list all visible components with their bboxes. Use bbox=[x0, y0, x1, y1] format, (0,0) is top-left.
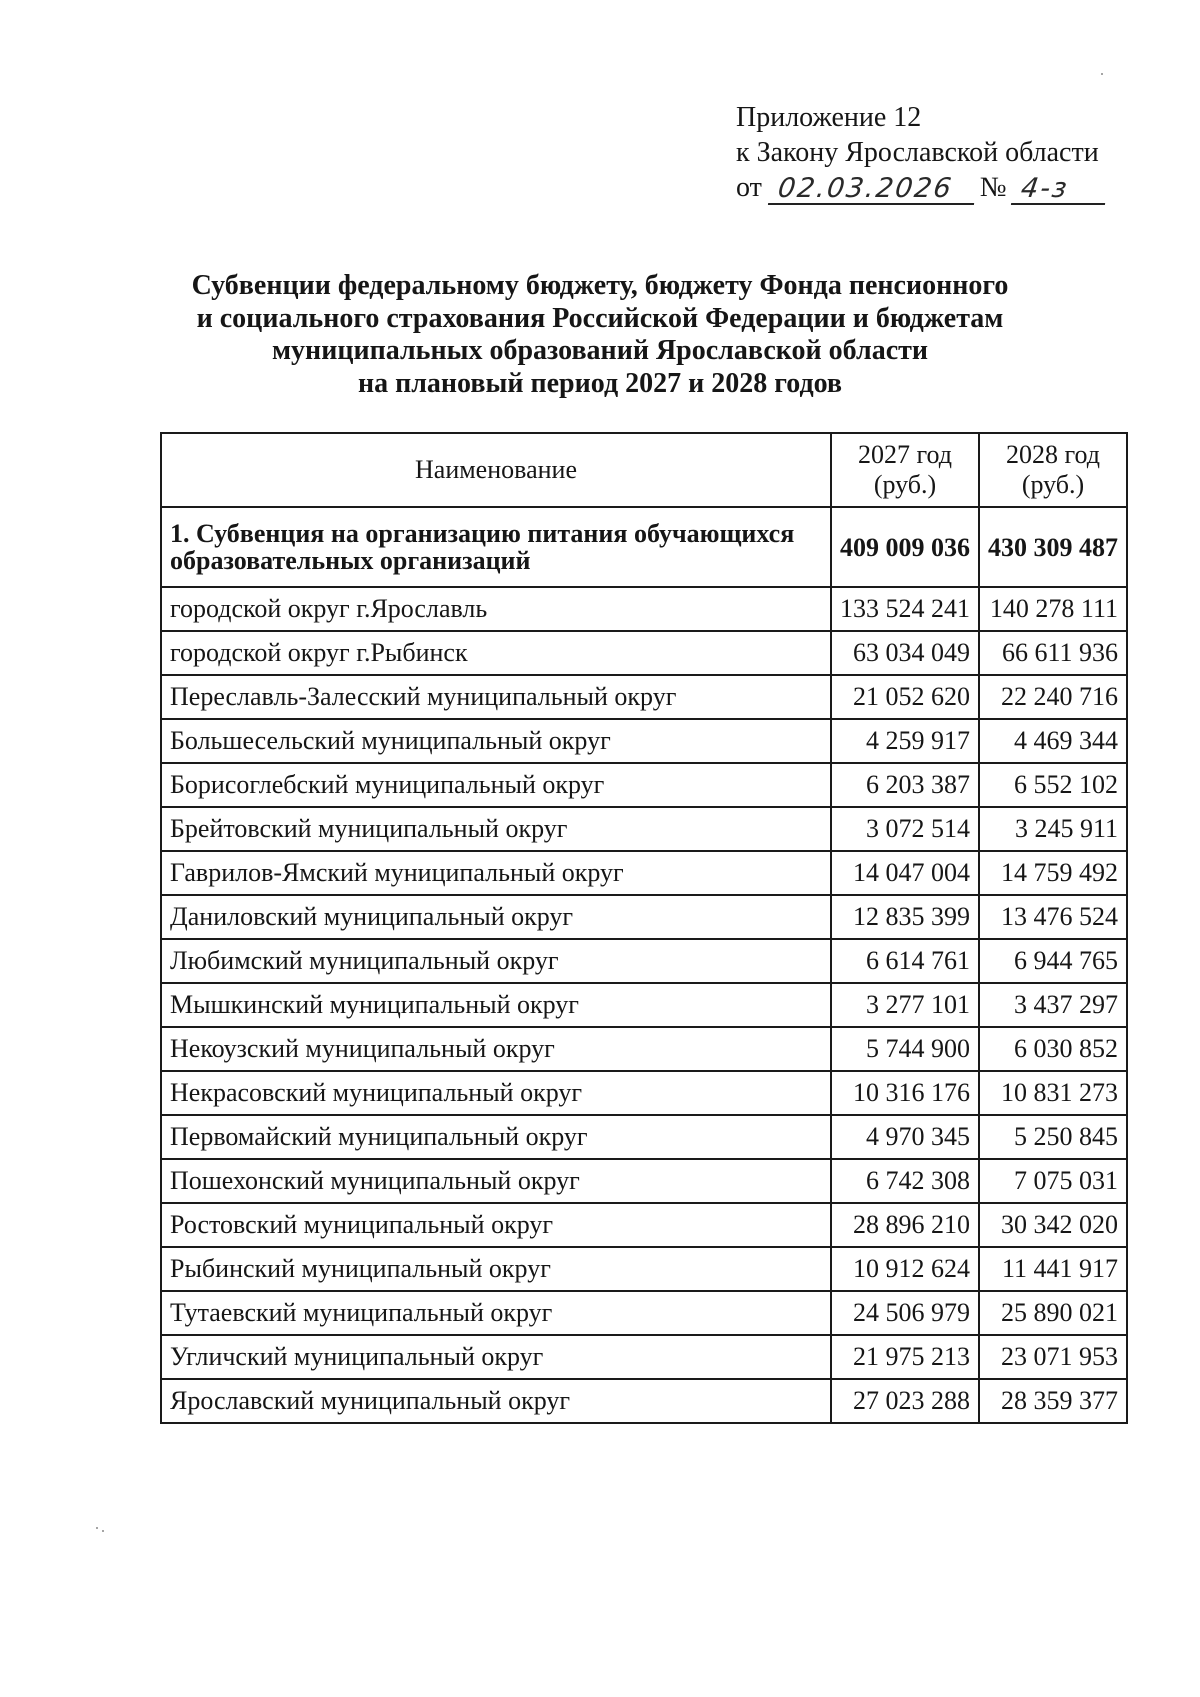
row-value-2027: 27 023 288 bbox=[831, 1379, 979, 1423]
row-value-2028: 7 075 031 bbox=[979, 1159, 1127, 1203]
row-value-2027: 4 259 917 bbox=[831, 719, 979, 763]
row-name: Угличский муниципальный округ bbox=[161, 1335, 831, 1379]
row-name: Ярославский муниципальный округ bbox=[161, 1379, 831, 1423]
total-name bbox=[161, 507, 831, 587]
row-value-2028: 22 240 716 bbox=[979, 675, 1127, 719]
from-prefix: от bbox=[736, 172, 762, 203]
row-name: Переславль-Залесский муниципальный округ bbox=[161, 675, 831, 719]
row-value-2028: 28 359 377 bbox=[979, 1379, 1127, 1423]
subventions-table bbox=[160, 432, 1128, 1424]
row-value-2028: 140 278 111 bbox=[979, 587, 1127, 631]
row-value-2027: 6 742 308 bbox=[831, 1159, 979, 1203]
row-value-2028: 3 437 297 bbox=[979, 983, 1127, 1027]
title-line-1: Субвенции федеральному бюджету, бюджету Фонда пенсионного bbox=[191, 270, 1009, 301]
row-name: городской округ г.Ярославль bbox=[161, 587, 831, 631]
table-row bbox=[161, 763, 1127, 807]
row-value-2028: 13 476 524 bbox=[979, 895, 1127, 939]
table-row bbox=[161, 983, 1127, 1027]
row-value-2028: 6 030 852 bbox=[979, 1027, 1127, 1071]
total-row bbox=[161, 507, 1127, 587]
row-value-2027: 133 524 241 bbox=[831, 587, 979, 631]
row-name: Гаврилов-Ямский муниципальный округ bbox=[161, 851, 831, 895]
row-name: городской округ г.Рыбинск bbox=[161, 631, 831, 675]
total-2028: 430 309 487 bbox=[979, 507, 1127, 587]
scan-speck bbox=[102, 1530, 104, 1532]
table-row bbox=[161, 719, 1127, 763]
header-2028-year: 2028 год bbox=[1006, 440, 1100, 469]
table-row bbox=[161, 807, 1127, 851]
title-line-2: и социального страхования Российской Федерации и бюджетам bbox=[196, 302, 1004, 334]
row-value-2027: 3 072 514 bbox=[831, 807, 979, 851]
table-row bbox=[161, 1335, 1127, 1379]
row-name: Мышкинский муниципальный округ bbox=[161, 983, 831, 1027]
row-value-2027: 5 744 900 bbox=[831, 1027, 979, 1071]
total-2027: 409 009 036 bbox=[831, 507, 979, 587]
appendix-law: к Закону Ярославской области bbox=[736, 137, 1099, 168]
table-row bbox=[161, 1071, 1127, 1115]
header-name: Наименование bbox=[161, 433, 831, 507]
row-name: Брейтовский муниципальный округ bbox=[161, 807, 831, 851]
row-value-2028: 6 944 765 bbox=[979, 939, 1127, 983]
table-header-row bbox=[161, 433, 1127, 507]
appendix-date-line bbox=[736, 170, 1107, 205]
row-name: Рыбинский муниципальный округ bbox=[161, 1247, 831, 1291]
scan-speck bbox=[1101, 73, 1103, 75]
row-value-2027: 3 277 101 bbox=[831, 983, 979, 1027]
row-value-2027: 6 203 387 bbox=[831, 763, 979, 807]
handwritten-number: 4-з bbox=[1010, 175, 1108, 205]
row-name: Большесельский муниципальный округ bbox=[161, 719, 831, 763]
row-value-2027: 24 506 979 bbox=[831, 1291, 979, 1335]
title-line-3: муниципальных образований Ярославской области bbox=[271, 335, 929, 366]
scan-speck bbox=[96, 1527, 98, 1529]
row-value-2027: 28 896 210 bbox=[831, 1203, 979, 1247]
table-row bbox=[161, 587, 1127, 631]
row-value-2027: 6 614 761 bbox=[831, 939, 979, 983]
handwritten-date: 02.03.2026 bbox=[768, 175, 978, 205]
row-value-2027: 12 835 399 bbox=[831, 895, 979, 939]
appendix-block bbox=[736, 100, 1107, 205]
table-row bbox=[161, 939, 1127, 983]
table-row bbox=[161, 675, 1127, 719]
table-row bbox=[161, 1203, 1127, 1247]
row-value-2027: 10 316 176 bbox=[831, 1071, 979, 1115]
total-name-line-2: образовательных организаций bbox=[170, 546, 531, 575]
row-value-2027: 14 047 004 bbox=[831, 851, 979, 895]
row-name: Некрасовский муниципальный округ bbox=[161, 1071, 831, 1115]
row-value-2027: 21 052 620 bbox=[831, 675, 979, 719]
row-value-2028: 3 245 911 bbox=[979, 807, 1127, 851]
row-name: Даниловский муниципальный округ bbox=[161, 895, 831, 939]
row-value-2028: 30 342 020 bbox=[979, 1203, 1127, 1247]
row-value-2028: 5 250 845 bbox=[979, 1115, 1127, 1159]
row-value-2027: 21 975 213 bbox=[831, 1335, 979, 1379]
table-row bbox=[161, 1247, 1127, 1291]
header-2027-year: 2027 год bbox=[858, 440, 952, 469]
header-2028-unit: (руб.) bbox=[1021, 470, 1085, 499]
header-2027 bbox=[831, 433, 979, 507]
table-row bbox=[161, 631, 1127, 675]
title-line-4: на плановый период 2027 и 2028 годов bbox=[357, 367, 843, 399]
header-2027-unit: (руб.) bbox=[873, 470, 937, 499]
row-value-2027: 63 034 049 bbox=[831, 631, 979, 675]
row-value-2028: 4 469 344 bbox=[979, 719, 1127, 763]
table-row bbox=[161, 1291, 1127, 1335]
table-row bbox=[161, 1159, 1127, 1203]
appendix-number: Приложение 12 bbox=[736, 102, 922, 133]
table-row bbox=[161, 1379, 1127, 1423]
row-name: Пошехонский муниципальный округ bbox=[161, 1159, 831, 1203]
table-row bbox=[161, 1027, 1127, 1071]
number-sign: № bbox=[979, 172, 1007, 203]
row-name: Любимский муниципальный округ bbox=[161, 939, 831, 983]
row-value-2028: 14 759 492 bbox=[979, 851, 1127, 895]
total-name-line-1: 1. Субвенция на организацию питания обучающихся bbox=[170, 519, 795, 548]
table-row bbox=[161, 1115, 1127, 1159]
row-name: Первомайский муниципальный округ bbox=[161, 1115, 831, 1159]
table-row bbox=[161, 895, 1127, 939]
row-value-2028: 11 441 917 bbox=[979, 1247, 1127, 1291]
table-row bbox=[161, 851, 1127, 895]
row-name: Тутаевский муниципальный округ bbox=[161, 1291, 831, 1335]
document-title bbox=[150, 270, 1050, 400]
row-value-2028: 25 890 021 bbox=[979, 1291, 1127, 1335]
row-value-2027: 10 912 624 bbox=[831, 1247, 979, 1291]
row-name: Некоузский муниципальный округ bbox=[161, 1027, 831, 1071]
row-name: Борисоглебский муниципальный округ bbox=[161, 763, 831, 807]
row-name: Ростовский муниципальный округ bbox=[161, 1203, 831, 1247]
row-value-2028: 10 831 273 bbox=[979, 1071, 1127, 1115]
row-value-2028: 23 071 953 bbox=[979, 1335, 1127, 1379]
row-value-2028: 6 552 102 bbox=[979, 763, 1127, 807]
row-value-2028: 66 611 936 bbox=[979, 631, 1127, 675]
header-2028 bbox=[979, 433, 1127, 507]
row-value-2027: 4 970 345 bbox=[831, 1115, 979, 1159]
